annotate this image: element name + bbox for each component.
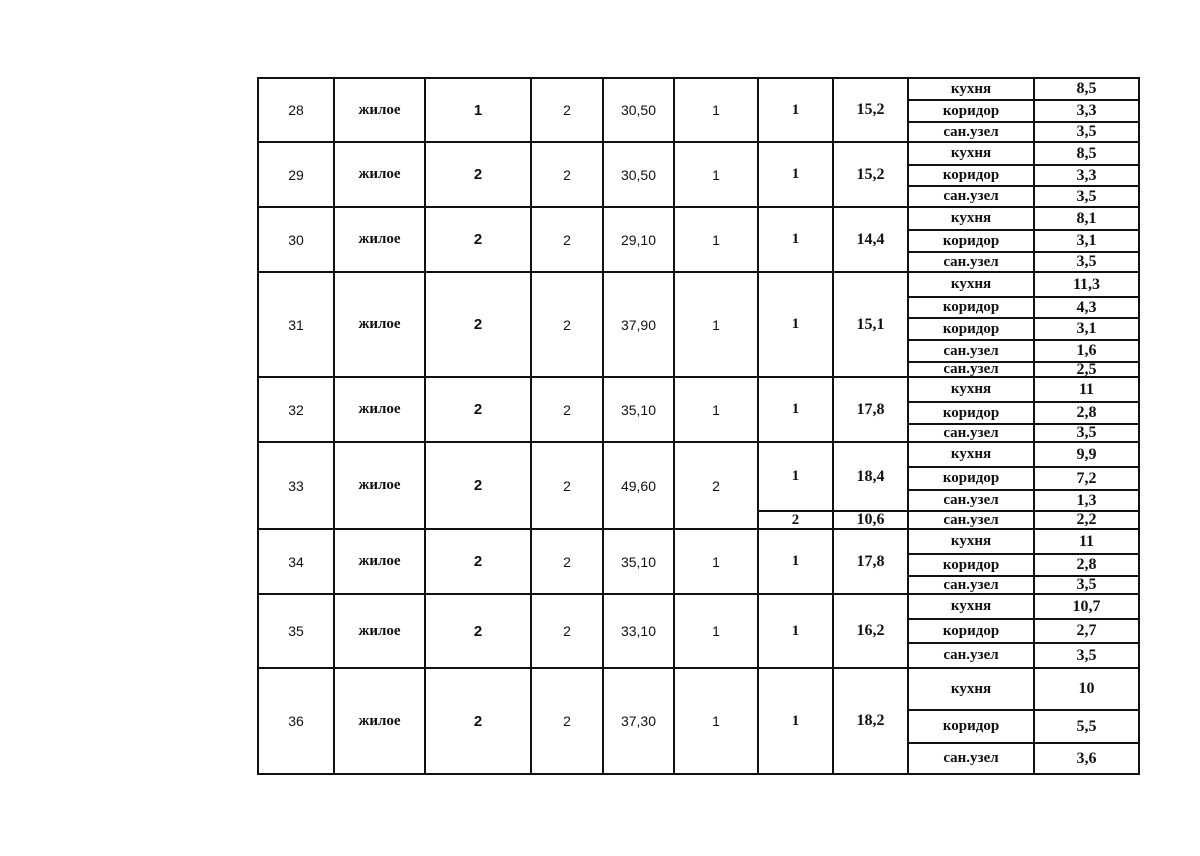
apartment-type: жилое [358, 101, 401, 118]
aux-room-area: 10,7 [1072, 597, 1101, 615]
room-number: 2 [791, 511, 800, 528]
aux-room-area: 1,6 [1076, 342, 1097, 359]
room-count: 1 [712, 401, 720, 418]
aux-room-name: кухня [950, 210, 992, 226]
apartment-type: жилое [358, 622, 401, 639]
room-number: 1 [791, 316, 800, 332]
room-number: 1 [791, 712, 800, 729]
aux-room-area: 3,1 [1076, 232, 1097, 249]
room-area: 17,8 [856, 552, 885, 570]
room-area: 15,2 [856, 165, 885, 183]
aux-room-area: 2,8 [1076, 556, 1097, 573]
aux-room-name: сан.узел [943, 361, 999, 377]
aux-room-area: 3,5 [1076, 187, 1097, 205]
aux-room-area: 8,1 [1076, 209, 1097, 227]
aux-room-area: 5,5 [1076, 717, 1097, 735]
aux-room-name: коридор [942, 470, 1000, 486]
aux-room-name: кухня [950, 533, 992, 549]
room-area: 15,1 [856, 315, 885, 333]
aux-room-name: коридор [942, 622, 1000, 639]
column-3-value: 2 [473, 622, 483, 640]
apartment-number: 32 [288, 401, 304, 418]
room-number: 1 [791, 166, 800, 182]
aux-room-area: 11 [1078, 380, 1095, 398]
apartment-number: 29 [288, 166, 304, 183]
apartment-type: жилое [358, 553, 401, 569]
aux-room-name: сан.узел [943, 424, 999, 441]
aux-room-area: 3,5 [1076, 646, 1097, 664]
column-3-value: 2 [473, 166, 483, 183]
total-area: 29,10 [620, 231, 657, 248]
total-area: 49,60 [620, 477, 657, 494]
aux-room-name: сан.узел [943, 342, 999, 359]
apartment-number: 30 [288, 231, 304, 248]
column-4-value: 2 [563, 316, 571, 333]
room-area: 10,6 [856, 511, 885, 528]
room-count: 1 [712, 623, 720, 639]
column-4-value: 2 [563, 477, 571, 494]
column-4-value: 2 [563, 553, 571, 570]
total-area: 30,50 [620, 166, 657, 183]
aux-room-name: кухня [950, 680, 992, 697]
aux-room-name: коридор [942, 102, 1000, 119]
aux-room-name: кухня [950, 276, 992, 292]
aux-room-name: коридор [942, 556, 1000, 573]
room-count: 1 [712, 102, 720, 118]
column-3-value: 2 [473, 712, 483, 730]
aux-room-name: коридор [942, 299, 1000, 315]
aux-room-area: 3,5 [1076, 576, 1097, 593]
aux-room-area: 3,5 [1076, 424, 1097, 441]
aux-room-name: кухня [950, 145, 992, 161]
apartment-number: 36 [288, 713, 304, 729]
column-4-value: 2 [563, 623, 571, 639]
aux-room-name: сан.узел [943, 188, 999, 204]
aux-room-area: 3,5 [1076, 123, 1097, 140]
aux-room-area: 11,3 [1072, 275, 1101, 293]
aux-room-name: коридор [942, 404, 1000, 421]
column-3-value: 2 [473, 401, 483, 418]
total-area: 35,10 [620, 401, 657, 418]
aux-room-name: сан.узел [943, 576, 999, 593]
column-3-value: 2 [473, 553, 483, 570]
aux-room-name: сан.узел [943, 647, 999, 663]
column-4-value: 2 [563, 713, 571, 729]
apartment-type: жилое [358, 477, 401, 493]
column-4-value: 2 [563, 401, 571, 418]
aux-room-name: сан.узел [943, 123, 999, 140]
aux-room-name: кухня [950, 381, 992, 397]
apartment-number: 33 [288, 477, 304, 494]
aux-room-name: кухня [950, 80, 992, 97]
aux-room-area: 4,3 [1076, 298, 1097, 316]
aux-room-name: сан.узел [943, 253, 999, 270]
apartment-number: 35 [288, 623, 304, 639]
aux-room-area: 3,3 [1076, 166, 1097, 184]
apartment-number: 31 [288, 316, 304, 333]
room-number: 1 [791, 468, 800, 484]
aux-room-area: 8,5 [1076, 80, 1097, 97]
room-number: 1 [791, 401, 800, 417]
column-4-value: 2 [563, 166, 571, 183]
room-area: 18,2 [856, 712, 885, 729]
apartment-number: 34 [288, 553, 304, 570]
aux-room-name: коридор [942, 232, 1000, 249]
aux-room-name: сан.узел [943, 511, 999, 528]
aux-room-area: 3,3 [1076, 102, 1097, 119]
room-count: 1 [712, 166, 720, 183]
room-area: 16,2 [856, 622, 885, 639]
aux-room-name: коридор [942, 167, 1000, 183]
apartment-type: жилое [358, 231, 401, 247]
total-area: 35,10 [620, 553, 657, 570]
room-number: 1 [791, 231, 800, 247]
total-area: 37,30 [620, 713, 657, 729]
aux-room-area: 7,2 [1076, 469, 1097, 487]
room-count: 1 [712, 553, 720, 570]
apartment-type: жилое [358, 401, 401, 417]
room-count: 1 [712, 713, 720, 729]
aux-room-area: 3,6 [1076, 749, 1097, 767]
aux-room-area: 2,2 [1076, 511, 1097, 528]
room-number: 1 [791, 101, 800, 118]
aux-room-area: 3,5 [1076, 253, 1097, 270]
room-area: 18,4 [856, 467, 885, 485]
aux-room-area: 1,3 [1076, 491, 1097, 509]
aux-room-area: 2,7 [1076, 622, 1097, 639]
aux-room-name: коридор [942, 718, 1000, 734]
column-3-value: 1 [473, 101, 483, 119]
apartment-number: 28 [288, 102, 304, 118]
room-area: 15,2 [856, 101, 885, 118]
aux-room-name: кухня [950, 446, 992, 462]
room-count: 2 [712, 477, 720, 494]
aux-room-name: коридор [942, 320, 1000, 337]
room-count: 1 [712, 231, 720, 248]
apartment-type: жилое [358, 316, 401, 332]
aux-room-area: 8,5 [1076, 144, 1097, 162]
room-number: 1 [791, 622, 800, 639]
room-count: 1 [712, 316, 720, 333]
aux-room-area: 10 [1078, 680, 1095, 697]
aux-room-area: 9,9 [1076, 445, 1097, 463]
total-area: 33,10 [620, 623, 657, 639]
room-area: 14,4 [856, 230, 885, 248]
column-3-value: 2 [473, 316, 483, 333]
column-3-value: 2 [473, 477, 483, 494]
column-4-value: 2 [563, 231, 571, 248]
column-4-value: 2 [563, 102, 571, 118]
aux-room-name: сан.узел [943, 750, 999, 766]
room-number: 1 [791, 553, 800, 569]
total-area: 37,90 [620, 316, 657, 333]
aux-room-area: 2,5 [1076, 360, 1097, 378]
aux-room-name: сан.узел [943, 492, 999, 508]
column-3-value: 2 [473, 231, 483, 248]
aux-room-area: 11 [1078, 532, 1095, 550]
total-area: 30,50 [620, 102, 657, 118]
room-area: 17,8 [856, 400, 885, 418]
apartment-type: жилое [358, 712, 401, 729]
apartment-type: жилое [358, 166, 401, 182]
aux-room-name: кухня [950, 598, 992, 614]
aux-room-area: 3,1 [1076, 320, 1097, 337]
aux-room-area: 2,8 [1076, 404, 1097, 421]
